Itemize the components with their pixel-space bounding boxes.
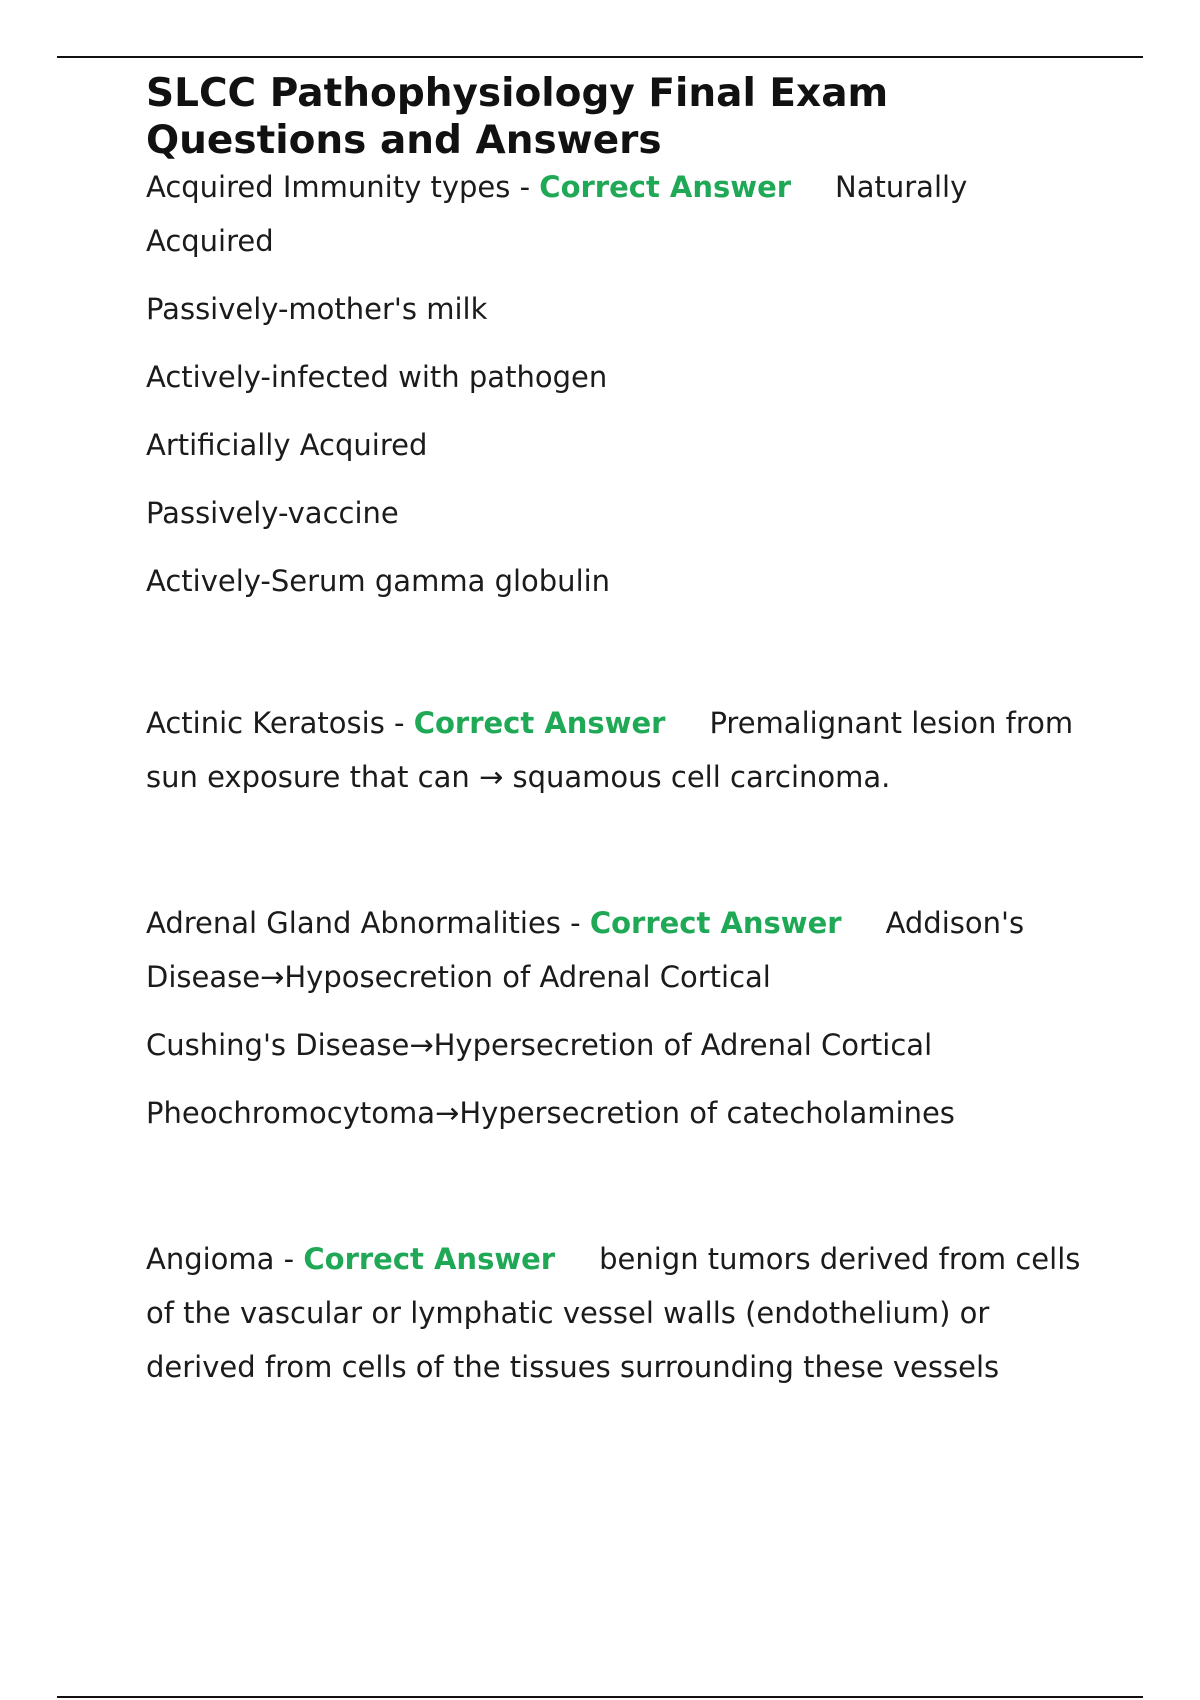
qa-question-line [146, 160, 1086, 268]
qa-entry [146, 696, 1086, 804]
qa-answer-text: Addison's Disease→Hyposecretion of Adrenal Cortical [146, 906, 1025, 994]
qa-answer-text: Premalignant lesion from sun exposure that can → squamous cell carcinoma. [146, 706, 1074, 794]
qa-answer-line: Cushing's Disease→Hypersecretion of Adrenal Cortical [146, 1028, 933, 1062]
qa-question-line [146, 696, 1086, 804]
qa-question-line [146, 896, 1086, 1004]
correct-answer-tag: Correct Answer [589, 906, 842, 940]
qa-answer-line: Artificially Acquired [146, 428, 428, 462]
bottom-rule [57, 1696, 1143, 1698]
qa-separator: - [274, 1242, 304, 1276]
qa-answer-line: Passively-vaccine [146, 496, 399, 530]
qa-term: Acquired Immunity types [146, 170, 511, 204]
qa-answer-line: Pheochromocytoma→Hypersecretion of catecholamines [146, 1096, 955, 1130]
correct-answer-tag: Correct Answer [413, 706, 666, 740]
qa-separator: - [384, 706, 414, 740]
correct-answer-tag: Correct Answer [539, 170, 792, 204]
qa-term: Actinic Keratosis [146, 706, 385, 740]
qa-answer-line: Actively-infected with pathogen [146, 360, 608, 394]
document-title: SLCC Pathophysiology Final Exam Questions and Answers [146, 71, 889, 163]
qa-answer-text: benign tumors derived from cells of the vascular or lymphatic vessel walls (endothelium) or derived from cells of the tissues surrounding these vessels [146, 1242, 1081, 1384]
qa-entry [146, 1232, 1086, 1394]
qa-term: Adrenal Gland Abnormalities [146, 906, 561, 940]
correct-answer-tag: Correct Answer [303, 1242, 556, 1276]
qa-separator: - [510, 170, 540, 204]
qa-entry [146, 160, 1086, 608]
qa-question-line [146, 1232, 1086, 1394]
qa-term: Angioma [146, 1242, 275, 1276]
qa-entry [146, 896, 1086, 1140]
qa-answer-line: Passively-mother's milk [146, 292, 488, 326]
top-rule [57, 56, 1143, 58]
qa-separator: - [560, 906, 590, 940]
qa-answer-text: Naturally Acquired [146, 170, 968, 258]
document-page [146, 70, 1086, 1394]
qa-answer-line: Actively-Serum gamma globulin [146, 564, 611, 598]
